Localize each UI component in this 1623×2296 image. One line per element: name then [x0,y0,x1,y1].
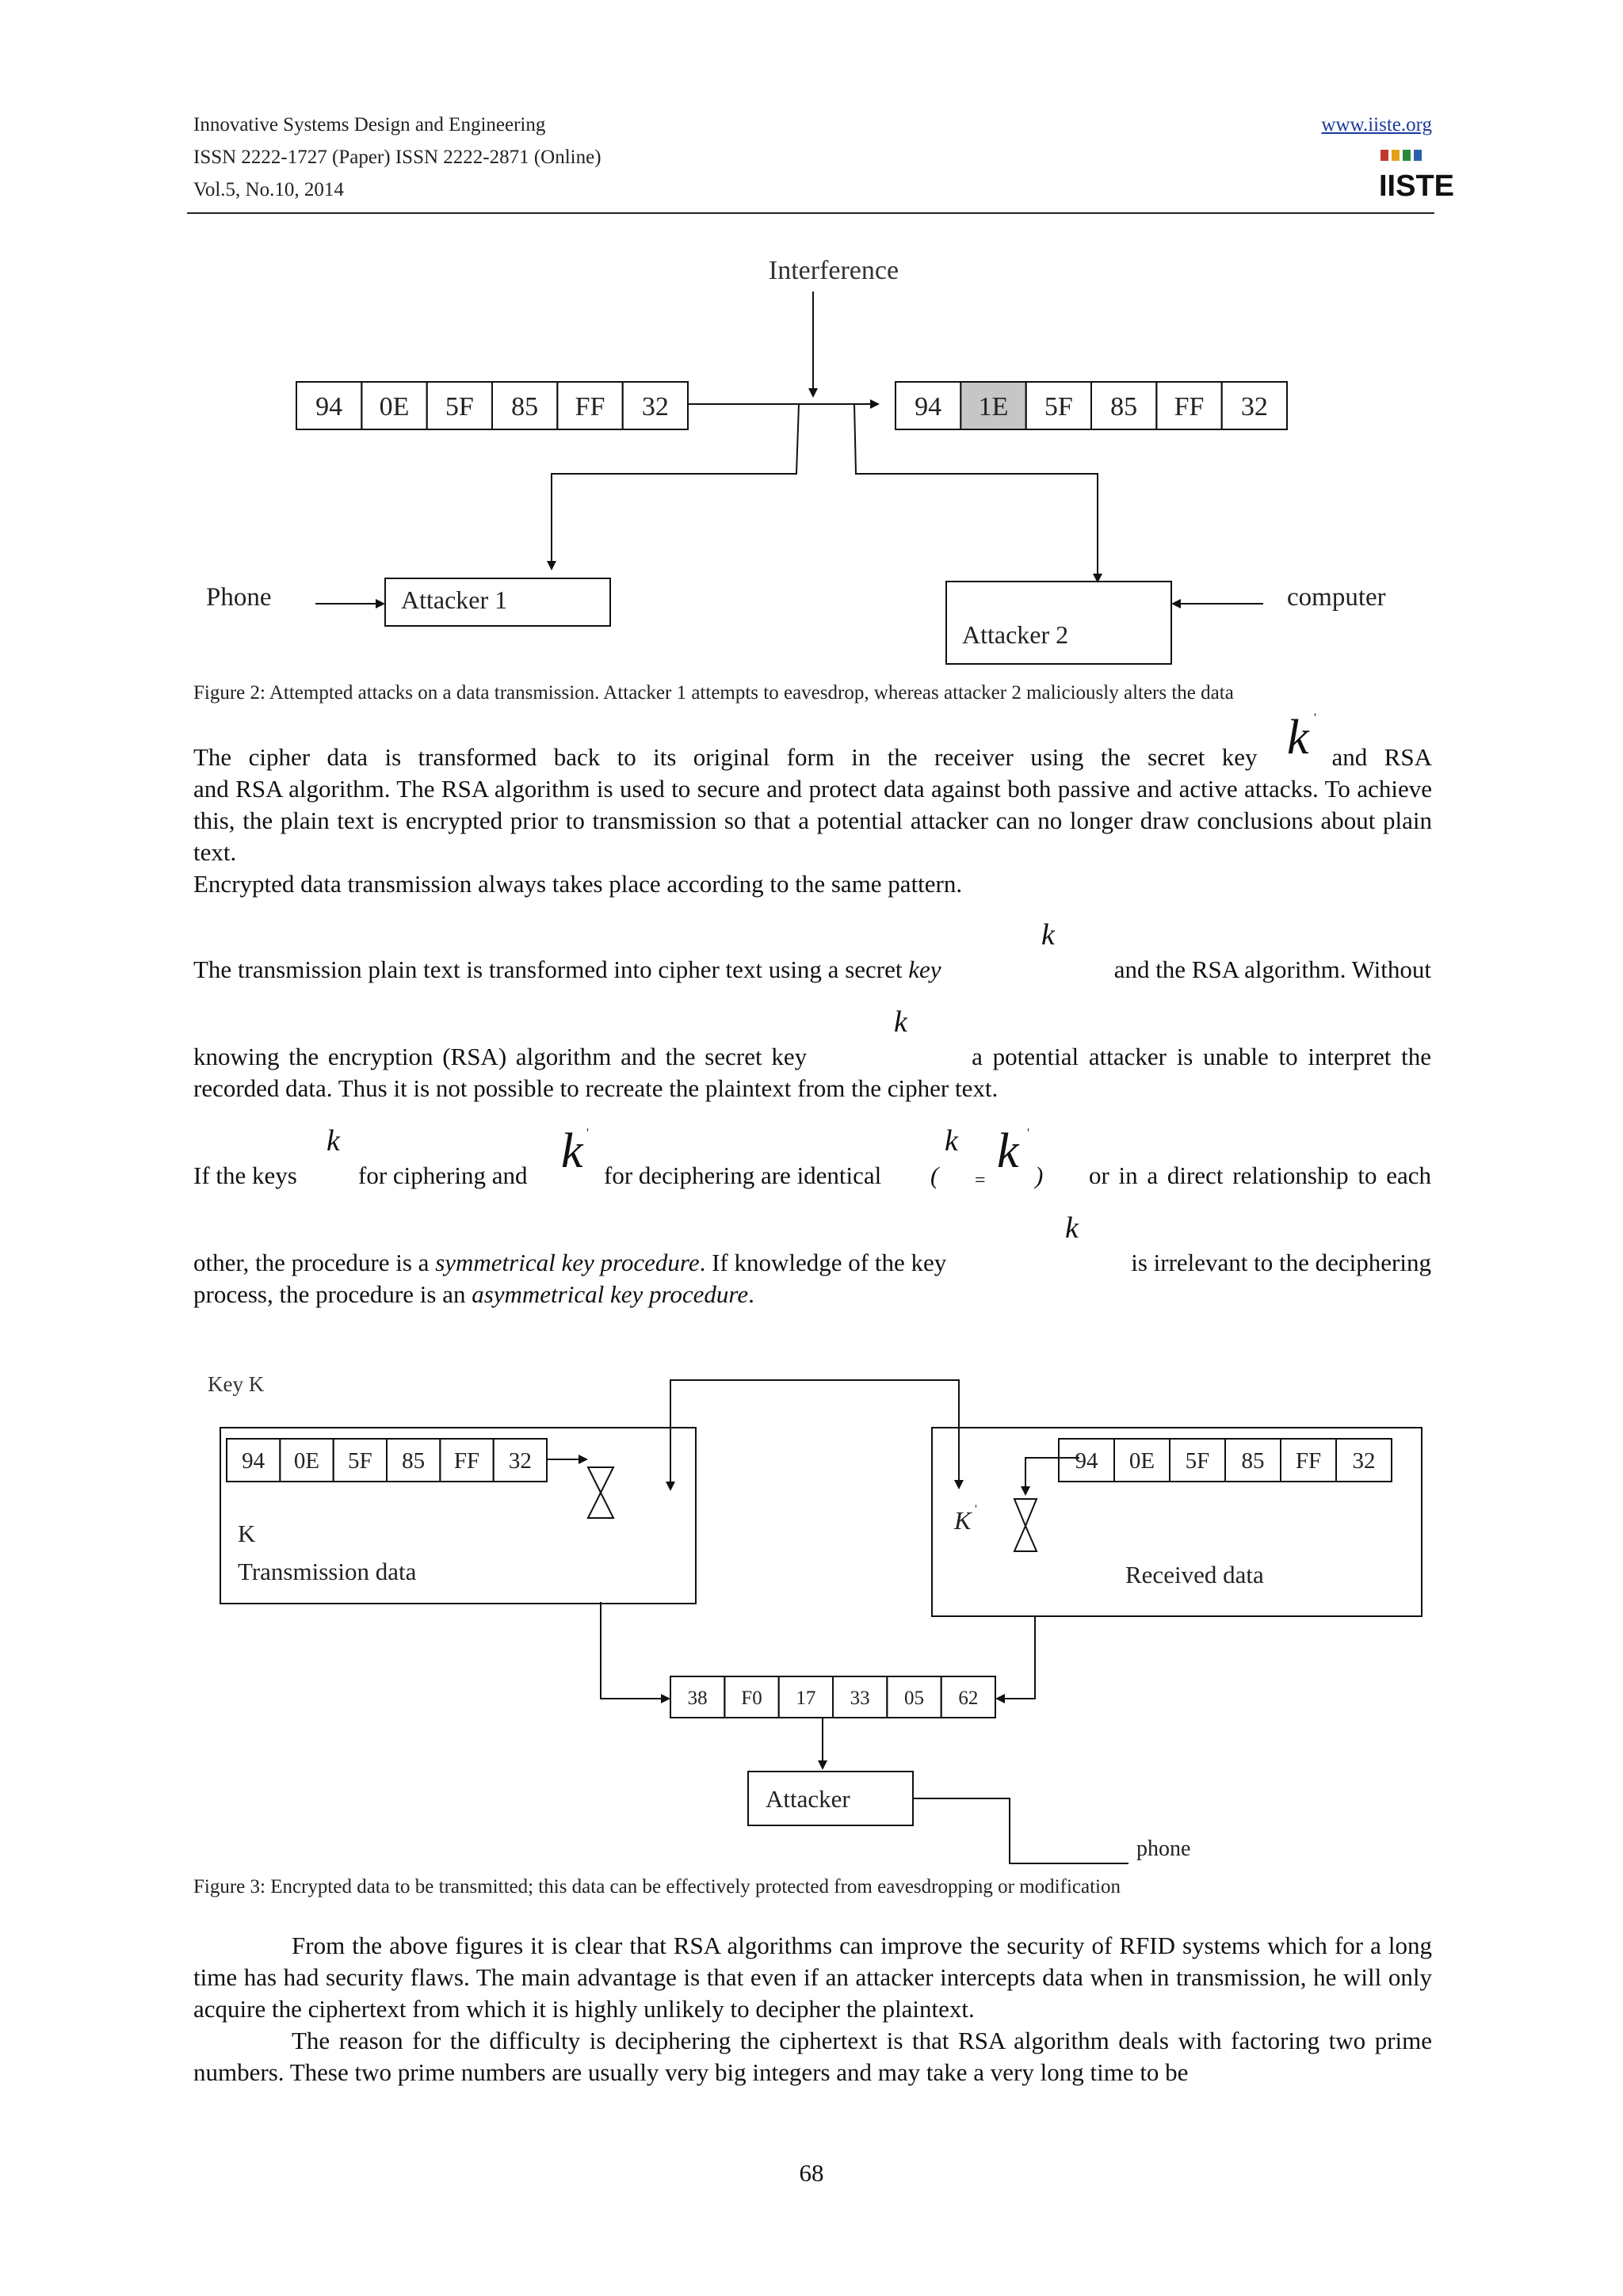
rx-key-arrow [1025,1458,1079,1494]
phone-label: Phone [206,583,272,612]
p6-period: . [748,1280,754,1308]
byte-value: 62 [958,1687,979,1709]
k-symbol-4: k [327,1124,340,1158]
received-label: Received data [1125,1561,1264,1589]
p6-text-b: . If knowledge of the key [699,1249,947,1276]
k-prime-symbol-1: k [1287,711,1309,765]
altered-byte-row [896,382,1287,429]
transmission-byte-row [227,1439,547,1482]
byte-value: 0E [379,391,410,421]
journal-url-link[interactable]: www.iiste.org [1321,114,1432,135]
cipher-byte-row [670,1676,995,1718]
k-symbol-8: k [1065,1211,1079,1245]
journal-volume: Vol.5, No.10, 2014 [193,179,344,200]
p5-paren-open: ( [930,1161,939,1189]
byte-value: 32 [1352,1448,1376,1474]
attacker-2-label: Attacker 2 [962,620,1069,649]
alter-path [854,404,1098,582]
byte-value: 85 [1110,391,1138,421]
byte-value: 33 [850,1687,870,1709]
p5-tail: or in a direct relationship to each [1088,1161,1431,1189]
byte-value: FF [453,1448,480,1474]
p3-text: The transmission plain text is transformed into cipher text using a secret [193,955,903,983]
k-prime-mark-1: ' [1314,711,1316,725]
tx-to-cipher-arrow [601,1602,669,1699]
original-byte-row [296,382,688,429]
p3-key: key [908,955,941,983]
k-prime-symbol-7: k [997,1124,1019,1178]
key-k-label: Key K [208,1372,265,1396]
byte-value: 5F [348,1448,372,1474]
tx-cipher-icon [588,1467,613,1518]
k-prime-mark-5: ' [586,1127,589,1140]
byte-value: 94 [915,391,942,421]
paragraph-3-line-1 [193,954,941,986]
byte-value: 32 [641,391,669,421]
computer-label: computer [1287,583,1386,612]
p5-paren-close: ) [1035,1161,1044,1189]
closing-paragraphs [193,1930,1432,2088]
logo-lettering: IISTE [1379,170,1455,203]
byte-value: 0E [1128,1448,1155,1474]
p4-text: knowing the encryption (RSA) algorithm and the secret key [193,1043,808,1070]
attacker-1-label: Attacker 1 [401,585,508,614]
key-exchange-path [670,1380,959,1488]
p3-tail: and the RSA algorithm. Without [1113,955,1431,983]
byte-value: 17 [796,1687,816,1709]
attacker-phone-line [913,1798,1128,1863]
p5-equals: = [975,1170,986,1191]
p6-text: other, the procedure is a [193,1249,430,1276]
attacker-label: Attacker [766,1785,850,1813]
byte-value: F0 [741,1687,762,1709]
p4-continuation: recorded data. Thus it is not possible to recreate the plaintext from the cipher text. [193,1074,999,1102]
paragraph-2: Encrypted data transmission always takes place according to the same pattern. [193,870,963,898]
byte-value: 38 [687,1687,708,1709]
rx-to-cipher-arrow [997,1616,1035,1699]
byte-value: FF [575,391,605,421]
paragraph-1-body [193,742,1432,900]
figure-2-caption: Figure 2: Attempted attacks on a data transmission. Attacker 1 attempts to eavesdrop, whereas attacker 2 maliciously alters the data [193,682,1234,704]
p6-text-d: process, the procedure is an [193,1280,466,1308]
byte-value: 94 [315,391,343,421]
p6-tail: is irrelevant to the deciphering [1131,1249,1431,1276]
k-label: K [238,1520,256,1547]
byte-value: 5F [445,391,474,421]
received-byte-row [1059,1439,1392,1482]
iiste-logo [1377,147,1455,203]
paragraph-6-line-2 [193,1279,754,1310]
p5-deciphering: for deciphering are identical [604,1161,882,1189]
byte-value: 32 [508,1448,532,1474]
byte-value: 5F [1185,1448,1210,1474]
byte-value: FF [1295,1448,1322,1474]
k-prime-label-mark: ' [975,1503,977,1516]
closing-paragraph-2: The reason for the difficulty is deciphering the ciphertext is that RSA algorithm deals with factoring two prime numbers. These two prime numbers are usually very big integers and may take a very long time to be [193,2027,1432,2086]
journal-issn: ISSN 2222-1727 (Paper) ISSN 2222-2871 (Online) [193,147,601,168]
byte-value: 94 [242,1448,265,1474]
k-symbol-6: k [945,1124,958,1158]
header-rule [187,212,1434,214]
k-prime-label: K [954,1506,972,1535]
phone-label-fig3: phone [1136,1836,1191,1861]
figure-2-diagram [0,238,1623,681]
figure-3-diagram [0,1363,1623,1870]
k-symbol-3: k [894,1005,907,1039]
p1-text: The cipher data is transformed back to its original form in the receiver using the secret key [193,743,1258,771]
byte-value: 0E [293,1448,320,1474]
byte-value: 32 [1240,391,1268,421]
byte-value: 05 [904,1687,924,1709]
byte-value: 85 [1241,1448,1265,1474]
p6-asymmetrical: asymmetrical key procedure [472,1280,749,1308]
byte-value: 1E [978,391,1009,421]
figure-3-caption: Figure 3: Encrypted data to be transmitted; this data can be effectively protected from eavesdropping or modification [193,1876,1121,1897]
p4-tail: a potential attacker is unable to interpret the [972,1043,1431,1070]
journal-title: Innovative Systems Design and Engineering [193,114,546,135]
page-number: 68 [799,2159,824,2187]
byte-value: 85 [402,1448,426,1474]
byte-value: FF [1174,391,1205,421]
rx-cipher-icon [1014,1499,1037,1551]
byte-value: 94 [1075,1448,1098,1474]
byte-value: 5F [1044,391,1073,421]
k-prime-mark-7: ' [1027,1127,1029,1140]
closing-paragraph-1: From the above figures it is clear that RSA algorithms can improve the security of RFID systems which for a long time has had security flaws. The main advantage is that even if an attacker intercepts data when in transmission, he will only acquire the ciphertext from which it is highly unlikely to decipher the plaintext. [193,1932,1432,2023]
paragraph-6-line-1 [193,1247,946,1279]
k-symbol-2: k [1041,918,1055,952]
k-prime-symbol-5: k [561,1124,583,1178]
p6-symmetrical: symmetrical key procedure [435,1249,700,1276]
p5-keys: If the keys [193,1161,297,1189]
transmission-label: Transmission data [238,1558,417,1585]
interference-label: Interference [768,256,899,285]
p1-continuation: and RSA algorithm. The RSA algorithm is used to secure and protect data against both passive and active attacks. To achieve this, the plain text is encrypted prior to transmission so that a potential attacker can no longer draw conclusions about plain text. [193,775,1432,866]
byte-value: 85 [511,391,539,421]
p5-ciphering: for ciphering and [358,1161,528,1189]
p1-tail: and RSA [1331,743,1432,771]
